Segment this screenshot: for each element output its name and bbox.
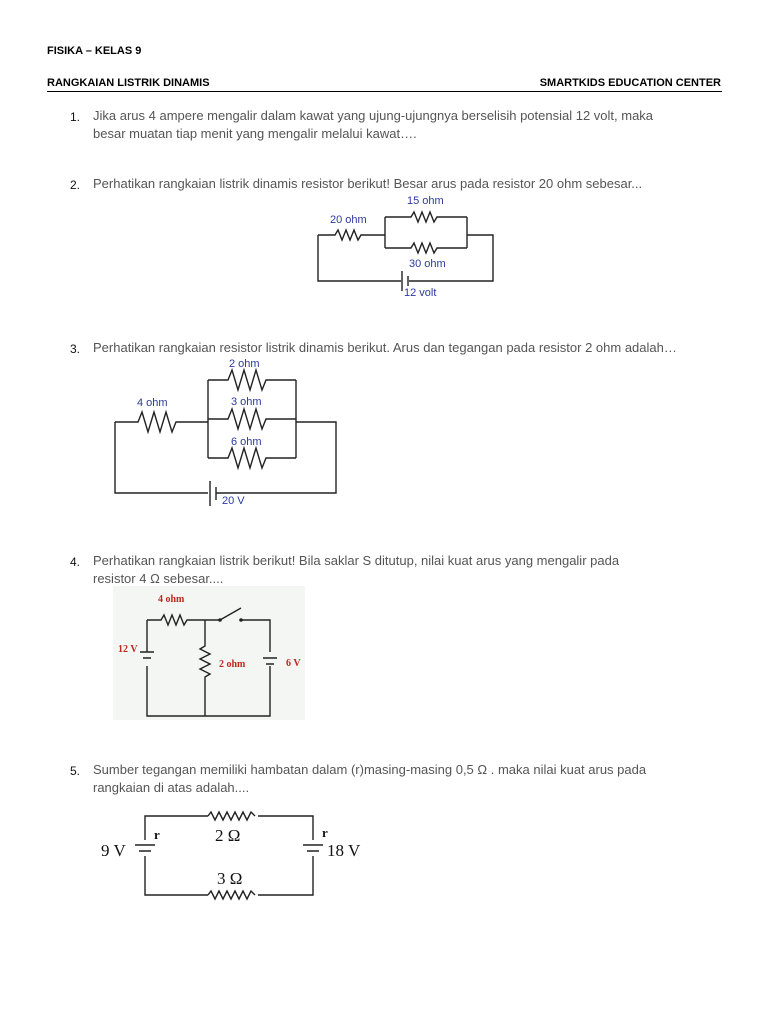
question-2-number: 2. xyxy=(70,178,81,192)
q5-internal-resistance-right-label: r xyxy=(322,825,328,840)
q5-resistor-3-label: 3 Ω xyxy=(217,869,243,888)
q3-resistor-3-label: 3 ohm xyxy=(231,396,262,408)
question-4-line-1: Perhatikan rangkaian listrik berikut! Bila saklar S ditutup, nilai kuat arus yang mengalir pada xyxy=(93,553,620,568)
question-3-text xyxy=(93,339,677,357)
q5-internal-resistance-left-label: r xyxy=(154,827,160,842)
question-4-text xyxy=(93,552,619,588)
q3-source-label: 20 V xyxy=(222,495,245,507)
question-1-line-1: Jika arus 4 ampere mengalir dalam kawat yang ujung-ujungnya berselisih potensial 12 volt, maka xyxy=(93,108,654,123)
header-divider xyxy=(47,91,722,92)
question-1-number: 1. xyxy=(70,110,81,124)
q3-resistor-4-label: 4 ohm xyxy=(137,397,168,409)
circuit-diagram-q2 xyxy=(310,193,500,303)
question-2-line-1: Perhatikan rangkaian listrik dinamis resistor berikut! Besar arus pada resistor 20 ohm sebesar... xyxy=(93,176,643,191)
question-3-number: 3. xyxy=(70,342,81,356)
topic-heading: RANGKAIAN LISTRIK DINAMIS xyxy=(47,77,210,89)
q4-source-12v-label: 12 V xyxy=(118,644,138,655)
question-5-line-1: Sumber tegangan memiliki hambatan dalam (r)masing-masing 0,5 Ω . maka nilai kuat arus pada xyxy=(93,762,647,777)
q5-resistor-2-label: 2 Ω xyxy=(215,826,241,845)
q3-resistor-2-label: 2 ohm xyxy=(229,358,260,370)
q2-resistor-20-label: 20 ohm xyxy=(330,214,367,226)
question-1-line-2: besar muatan tiap menit yang mengalir melalui kawat…. xyxy=(93,126,417,141)
q4-source-6v-label: 6 V xyxy=(286,658,301,669)
question-3-line-1: Perhatikan rangkaian resistor listrik dinamis berikut. Arus dan tegangan pada resistor 2 ohm adalah… xyxy=(93,340,677,355)
question-5-line-2: rangkaian di atas adalah.... xyxy=(93,780,250,795)
circuit-diagram-q3 xyxy=(110,356,345,511)
q2-resistor-15-label: 15 ohm xyxy=(407,195,444,207)
q3-resistor-6-label: 6 ohm xyxy=(231,436,262,448)
q4-resistor-4-label: 4 ohm xyxy=(158,594,185,605)
question-2-text xyxy=(93,175,642,193)
question-5-number: 5. xyxy=(70,764,81,778)
institution-heading: SMARTKIDS EDUCATION CENTER xyxy=(539,77,721,89)
subject-heading: FISIKA – KELAS 9 xyxy=(47,45,142,57)
question-1-text xyxy=(93,107,653,143)
question-5-text xyxy=(93,761,646,797)
q5-source-18v-label: 18 V xyxy=(327,841,361,860)
q2-source-label: 12 volt xyxy=(404,287,437,299)
question-4-number: 4. xyxy=(70,555,81,569)
q4-resistor-2-label: 2 ohm xyxy=(219,659,246,670)
question-4-line-2: resistor 4 Ω sebesar.... xyxy=(93,571,224,586)
circuit-diagram-q4 xyxy=(113,586,305,720)
circuit-diagram-q5 xyxy=(98,800,378,912)
q2-resistor-30-label: 30 ohm xyxy=(409,258,446,270)
q5-source-9v-label: 9 V xyxy=(101,841,126,860)
